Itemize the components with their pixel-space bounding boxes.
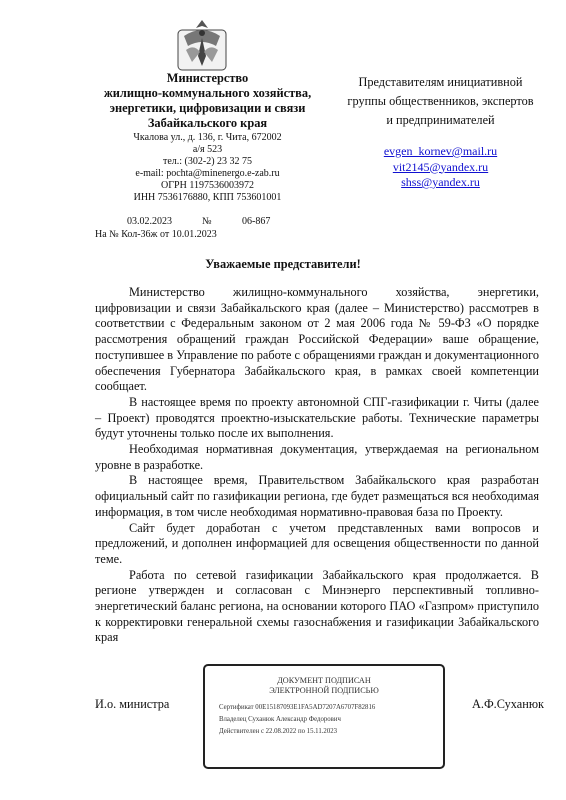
number-sign: №: [202, 216, 212, 227]
letter-number: 06-867: [242, 216, 271, 227]
coat-of-arms-emblem: [172, 16, 232, 72]
greeting: Уважаемые представители!: [205, 257, 361, 271]
email-link[interactable]: evgen_kornev@mail.ru: [383, 144, 498, 158]
recipient-emails: [343, 144, 538, 191]
letter-body: [95, 285, 539, 646]
recipient-block: Представителям инициативной группы общественников, экспертов и предпринимателей: [347, 75, 534, 127]
certificate-number: Сертификат 00E15187093E1FA5AD7207A6707F82816: [219, 704, 376, 711]
letter-date: 03.02.2023: [127, 216, 172, 227]
body-paragraph: В настоящее время, Правительством Забайкальского края разработан официальный сайт по газификации региона, где будет размещаться вся необходимая информация, в том числе необходимая нормативно-правовая база по Проекту.: [95, 473, 539, 519]
body-paragraph: Сайт будет доработан с учетом представленных вами вопросов и предложений, и дополнен информацией для освещения общественности по данной теме.: [95, 520, 539, 566]
body-paragraph: Работа по сетевой газификации Забайкальского края продолжается. В регионе утвержден и согласован с Минэнерго перспективный топливно-энергетический баланс региона, на основании которого ПАО «Газпром» приступило к корректировки генеральной схемы газоснабжения и газификации Забайкальского края: [95, 567, 539, 645]
signatory-name: А.Ф.Суханюк: [472, 697, 544, 711]
certificate-owner: Владелец Суханюк Александр Федорович: [219, 716, 341, 723]
email-link[interactable]: vit2145@yandex.ru: [392, 159, 489, 174]
signatory-position: И.о. министра: [95, 697, 170, 711]
electronic-signature-stamp: [203, 664, 445, 769]
certificate-validity: Действителен с 22.08.2022 по 15.11.2023: [219, 728, 338, 735]
reference-line: На № Кол-36ж от 10.01.2023: [95, 229, 217, 240]
body-paragraph: В настоящее время по проекту автономной СПГ-газификации г. Читы (далее – Проект) проводятся проектно-изыскательские работы. Технические параметры будут уточнены только после их выполнения.: [95, 394, 539, 441]
stamp-details: [219, 702, 443, 738]
stamp-title: ДОКУМЕНТ ПОДПИСАН ЭЛЕКТРОННОЙ ПОДПИСЬЮ: [269, 676, 379, 695]
body-paragraph: Необходимая нормативная документация, утверждаемая на региональном уровне в разработке.: [95, 442, 539, 472]
body-paragraph: Министерство жилищно-коммунального хозяйства, энергетики, цифровизации и связи Забайкальского края (далее – Министерство) рассмотрев в соответствии с Федеральным законом от 2 мая 2006 года № 59-ФЗ «О порядке рассмотрения обращений граждан Российской Федерации» ваше обращение, поступившее в Управление по работе с обращениями граждан и документационного обеспечения Губернатора Забайкальского края, в рамках своей компетенции сообщает.: [95, 285, 539, 394]
organization-name: Министерство жилищно-коммунального хозяйства, энергетики, цифровизации и связи Забайкальского края: [103, 71, 312, 130]
email-link[interactable]: shss@yandex.ru: [401, 175, 480, 189]
sender-block: [90, 71, 325, 204]
organization-details: Чкалова ул., д. 136, г. Чита, 672002 а/я 523 тел.: (302-2) 23 32 75 e-mail: pochta@minenergo.e-zab.ru ОГРН 1197536003972 ИНН 7536176880, КПП 753601001: [133, 132, 282, 203]
